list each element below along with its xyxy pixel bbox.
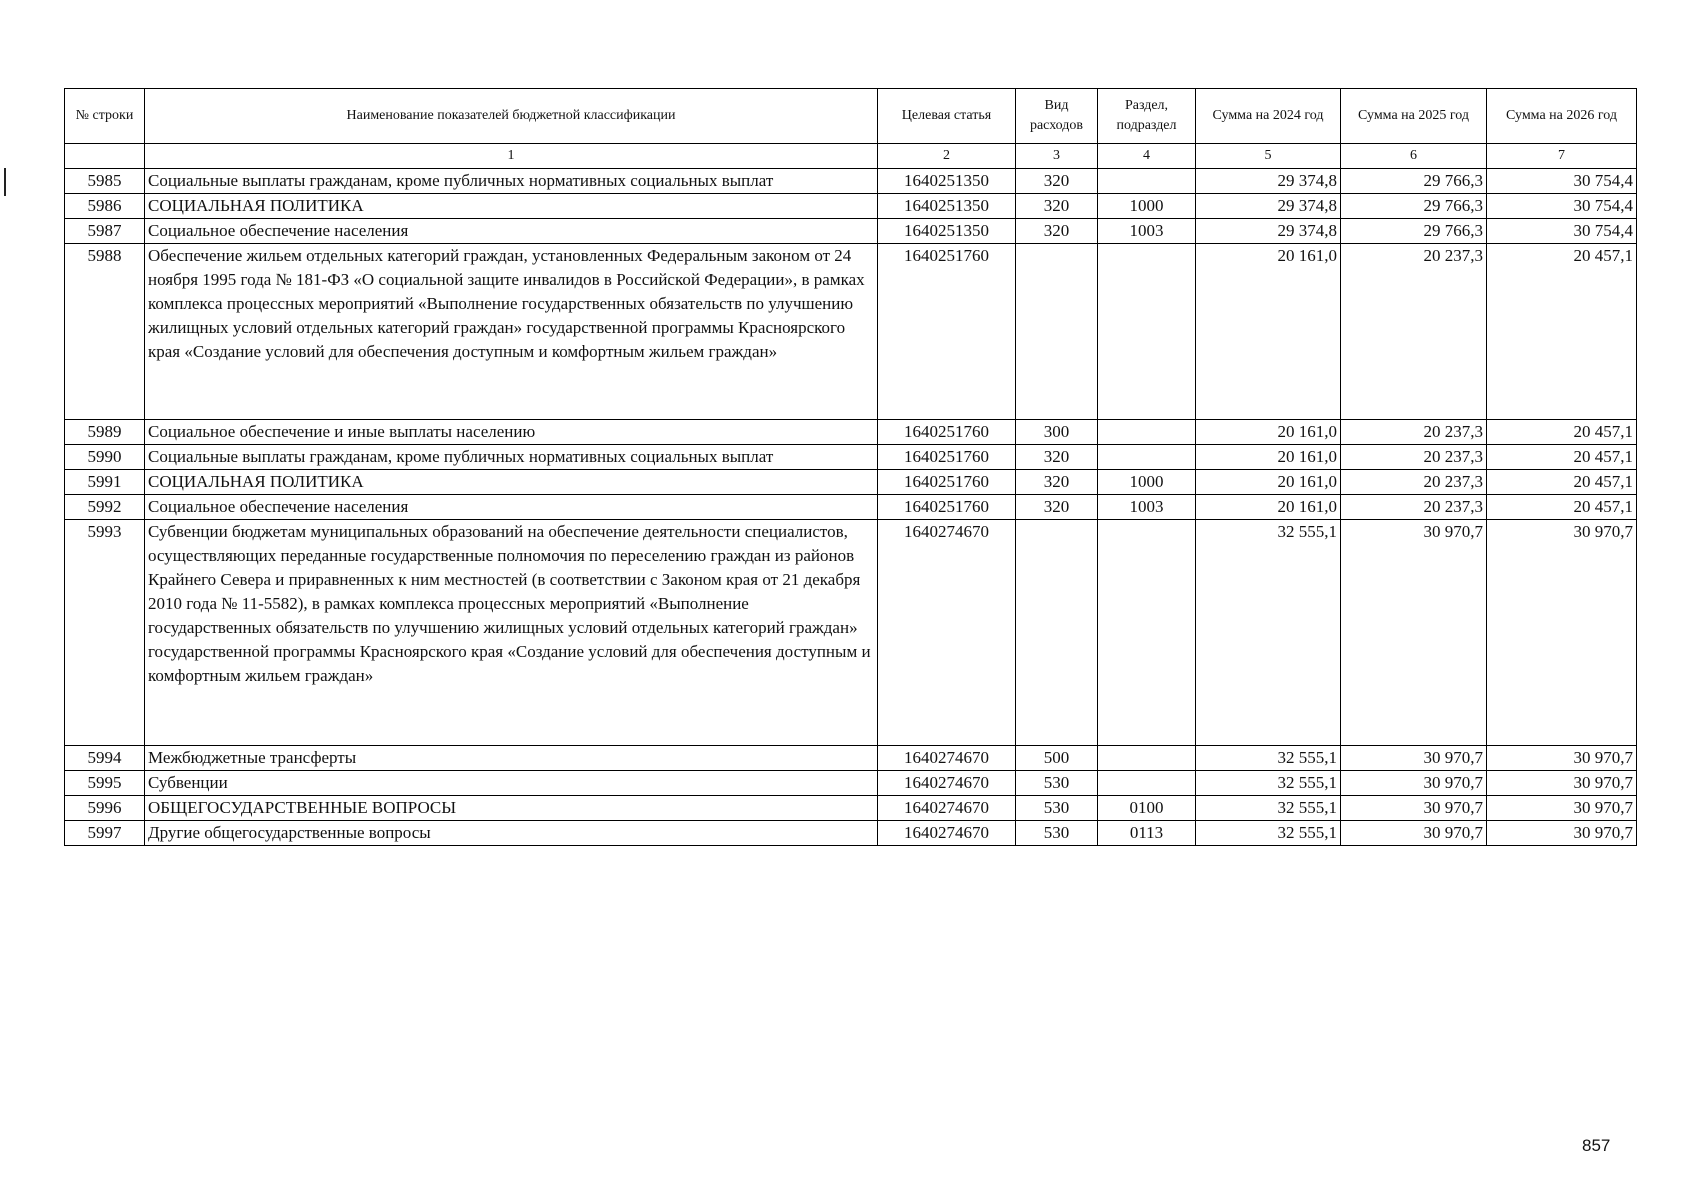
section: 1000 bbox=[1098, 470, 1196, 495]
target-article: 1640274670 bbox=[878, 746, 1016, 771]
section bbox=[1098, 169, 1196, 194]
table-row bbox=[65, 771, 1637, 796]
row-number: 5992 bbox=[65, 495, 145, 520]
indicator-name: Субвенции бюджетам муниципальных образований на обеспечение деятельности специалистов, осуществляющих переданные государственные полномочия по переселению граждан из районов Крайнего Севера и приравненных к ним местностей (в соответствии с Законом края от 21 декабря 2010 года № 11-5582), в рамках комплекса процессных мероприятий «Выполнение государственных обязательств по улучшению жилищных условий отдельных категорий граждан» государственной программы Красноярского края «Создание условий для обеспечения доступным и комфортным жильем граждан» bbox=[145, 520, 878, 746]
sum-2026: 30 970,7 bbox=[1487, 771, 1637, 796]
expense-type: 320 bbox=[1016, 470, 1098, 495]
sum-2025: 30 970,7 bbox=[1341, 520, 1487, 746]
expense-type: 530 bbox=[1016, 821, 1098, 846]
indicator-name: Социальное обеспечение населения bbox=[145, 219, 878, 244]
margin-mark bbox=[4, 168, 6, 196]
column-number: 1 bbox=[145, 144, 878, 169]
column-number: 6 bbox=[1341, 144, 1487, 169]
sum-2026: 20 457,1 bbox=[1487, 495, 1637, 520]
indicator-name: СОЦИАЛЬНАЯ ПОЛИТИКА bbox=[145, 470, 878, 495]
column-number bbox=[65, 144, 145, 169]
sum-2024: 20 161,0 bbox=[1196, 420, 1341, 445]
expense-type: 320 bbox=[1016, 169, 1098, 194]
sum-2026: 30 754,4 bbox=[1487, 219, 1637, 244]
sum-2025: 20 237,3 bbox=[1341, 495, 1487, 520]
row-number: 5986 bbox=[65, 194, 145, 219]
table-row bbox=[65, 746, 1637, 771]
sum-2024: 32 555,1 bbox=[1196, 821, 1341, 846]
indicator-name: СОЦИАЛЬНАЯ ПОЛИТИКА bbox=[145, 194, 878, 219]
table-row bbox=[65, 194, 1637, 219]
section bbox=[1098, 771, 1196, 796]
sum-2025: 30 970,7 bbox=[1341, 771, 1487, 796]
expense-type: 530 bbox=[1016, 771, 1098, 796]
sum-2026: 30 754,4 bbox=[1487, 169, 1637, 194]
row-number: 5985 bbox=[65, 169, 145, 194]
target-article: 1640251350 bbox=[878, 194, 1016, 219]
sum-2026: 20 457,1 bbox=[1487, 244, 1637, 420]
sum-2026: 30 754,4 bbox=[1487, 194, 1637, 219]
target-article: 1640274670 bbox=[878, 520, 1016, 746]
section: 1003 bbox=[1098, 219, 1196, 244]
sum-2024: 20 161,0 bbox=[1196, 495, 1341, 520]
sum-2024: 32 555,1 bbox=[1196, 746, 1341, 771]
sum-2026: 20 457,1 bbox=[1487, 420, 1637, 445]
row-number: 5997 bbox=[65, 821, 145, 846]
target-article: 1640251760 bbox=[878, 420, 1016, 445]
header-sum-2026: Сумма на 2026 год bbox=[1487, 89, 1637, 144]
header-section: Раздел, подраздел bbox=[1098, 89, 1196, 144]
column-number-row bbox=[65, 144, 1637, 169]
row-number: 5993 bbox=[65, 520, 145, 746]
header-row-number: № строки bbox=[65, 89, 145, 144]
expense-type: 320 bbox=[1016, 495, 1098, 520]
table-row bbox=[65, 796, 1637, 821]
expense-type: 320 bbox=[1016, 219, 1098, 244]
sum-2024: 32 555,1 bbox=[1196, 520, 1341, 746]
header-indicator-name: Наименование показателей бюджетной классификации bbox=[145, 89, 878, 144]
indicator-name: ОБЩЕГОСУДАРСТВЕННЫЕ ВОПРОСЫ bbox=[145, 796, 878, 821]
sum-2025: 29 766,3 bbox=[1341, 169, 1487, 194]
table-row bbox=[65, 520, 1637, 746]
indicator-name: Другие общегосударственные вопросы bbox=[145, 821, 878, 846]
header-expense-type: Вид расходов bbox=[1016, 89, 1098, 144]
row-number: 5987 bbox=[65, 219, 145, 244]
target-article: 1640251760 bbox=[878, 445, 1016, 470]
sum-2024: 32 555,1 bbox=[1196, 771, 1341, 796]
sum-2026: 20 457,1 bbox=[1487, 445, 1637, 470]
section: 1000 bbox=[1098, 194, 1196, 219]
row-number: 5989 bbox=[65, 420, 145, 445]
table-body bbox=[65, 169, 1637, 846]
row-number: 5995 bbox=[65, 771, 145, 796]
sum-2025: 20 237,3 bbox=[1341, 445, 1487, 470]
sum-2026: 30 970,7 bbox=[1487, 520, 1637, 746]
sum-2024: 20 161,0 bbox=[1196, 445, 1341, 470]
header-sum-2025: Сумма на 2025 год bbox=[1341, 89, 1487, 144]
target-article: 1640274670 bbox=[878, 796, 1016, 821]
sum-2025: 30 970,7 bbox=[1341, 821, 1487, 846]
sum-2024: 20 161,0 bbox=[1196, 470, 1341, 495]
sum-2025: 20 237,3 bbox=[1341, 470, 1487, 495]
column-number: 2 bbox=[878, 144, 1016, 169]
indicator-name: Обеспечение жильем отдельных категорий граждан, установленных Федеральным законом от 24 ноября 1995 года № 181-ФЗ «О социальной защите инвалидов в Российской Федерации», в рамках комплекса процессных мероприятий «Выполнение государственных обязательств по улучшению жилищных условий отдельных категорий граждан» государственной программы Красноярского края «Создание условий для обеспечения доступным и комфортным жильем граждан» bbox=[145, 244, 878, 420]
sum-2026: 20 457,1 bbox=[1487, 470, 1637, 495]
indicator-name: Межбюджетные трансферты bbox=[145, 746, 878, 771]
expense-type bbox=[1016, 244, 1098, 420]
section: 1003 bbox=[1098, 495, 1196, 520]
sum-2025: 30 970,7 bbox=[1341, 796, 1487, 821]
section bbox=[1098, 420, 1196, 445]
section: 0113 bbox=[1098, 821, 1196, 846]
row-number: 5988 bbox=[65, 244, 145, 420]
expense-type: 530 bbox=[1016, 796, 1098, 821]
indicator-name: Субвенции bbox=[145, 771, 878, 796]
section bbox=[1098, 746, 1196, 771]
target-article: 1640251760 bbox=[878, 244, 1016, 420]
section bbox=[1098, 520, 1196, 746]
section bbox=[1098, 244, 1196, 420]
page-number: 857 bbox=[1582, 1136, 1611, 1155]
sum-2025: 30 970,7 bbox=[1341, 746, 1487, 771]
table-row bbox=[65, 420, 1637, 445]
expense-type bbox=[1016, 520, 1098, 746]
sum-2024: 29 374,8 bbox=[1196, 219, 1341, 244]
target-article: 1640251760 bbox=[878, 470, 1016, 495]
sum-2026: 30 970,7 bbox=[1487, 746, 1637, 771]
row-number: 5996 bbox=[65, 796, 145, 821]
target-article: 1640251760 bbox=[878, 495, 1016, 520]
table-row bbox=[65, 169, 1637, 194]
table-row bbox=[65, 445, 1637, 470]
budget-table bbox=[64, 88, 1637, 846]
column-number: 5 bbox=[1196, 144, 1341, 169]
header-target-article: Целевая статья bbox=[878, 89, 1016, 144]
sum-2024: 29 374,8 bbox=[1196, 169, 1341, 194]
row-number: 5991 bbox=[65, 470, 145, 495]
sum-2025: 20 237,3 bbox=[1341, 244, 1487, 420]
row-number: 5990 bbox=[65, 445, 145, 470]
indicator-name: Социальные выплаты гражданам, кроме публичных нормативных социальных выплат bbox=[145, 169, 878, 194]
table-row bbox=[65, 470, 1637, 495]
expense-type: 500 bbox=[1016, 746, 1098, 771]
target-article: 1640274670 bbox=[878, 821, 1016, 846]
target-article: 1640274670 bbox=[878, 771, 1016, 796]
expense-type: 320 bbox=[1016, 194, 1098, 219]
table-row bbox=[65, 244, 1637, 420]
target-article: 1640251350 bbox=[878, 169, 1016, 194]
indicator-name: Социальные выплаты гражданам, кроме публичных нормативных социальных выплат bbox=[145, 445, 878, 470]
column-number: 7 bbox=[1487, 144, 1637, 169]
table-row bbox=[65, 821, 1637, 846]
section: 0100 bbox=[1098, 796, 1196, 821]
sum-2025: 20 237,3 bbox=[1341, 420, 1487, 445]
header-sum-2024: Сумма на 2024 год bbox=[1196, 89, 1341, 144]
sum-2026: 30 970,7 bbox=[1487, 796, 1637, 821]
header-row bbox=[65, 89, 1637, 144]
indicator-name: Социальное обеспечение населения bbox=[145, 495, 878, 520]
sum-2024: 20 161,0 bbox=[1196, 244, 1341, 420]
section bbox=[1098, 445, 1196, 470]
table-row bbox=[65, 495, 1637, 520]
expense-type: 300 bbox=[1016, 420, 1098, 445]
sum-2025: 29 766,3 bbox=[1341, 219, 1487, 244]
expense-type: 320 bbox=[1016, 445, 1098, 470]
sum-2024: 29 374,8 bbox=[1196, 194, 1341, 219]
sum-2025: 29 766,3 bbox=[1341, 194, 1487, 219]
row-number: 5994 bbox=[65, 746, 145, 771]
indicator-name: Социальное обеспечение и иные выплаты населению bbox=[145, 420, 878, 445]
target-article: 1640251350 bbox=[878, 219, 1016, 244]
column-number: 3 bbox=[1016, 144, 1098, 169]
column-number: 4 bbox=[1098, 144, 1196, 169]
table-row bbox=[65, 219, 1637, 244]
sum-2026: 30 970,7 bbox=[1487, 821, 1637, 846]
sum-2024: 32 555,1 bbox=[1196, 796, 1341, 821]
